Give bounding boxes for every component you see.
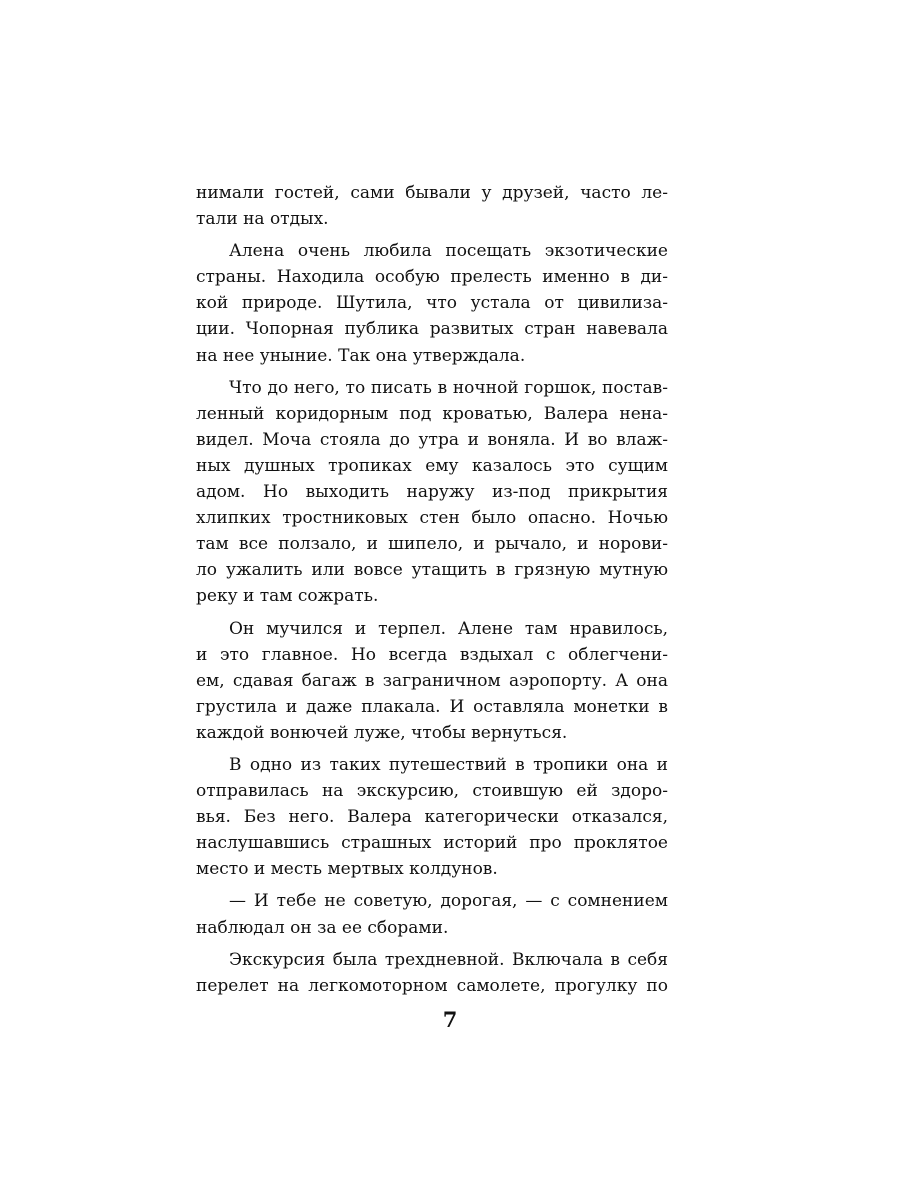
text-line: Что до него, то писать в ночной горшок, постав- xyxy=(229,377,668,398)
text-line: хлипких тростниковых стен было опасно. Ночью xyxy=(196,508,668,529)
paragraph xyxy=(196,616,668,746)
text-line: — И тебе не советую, дорогая, — с сомнением xyxy=(229,891,668,912)
text-line: ции. Чопорная публика развитых стран навевала xyxy=(196,319,668,340)
paragraph xyxy=(196,947,668,999)
paragraph xyxy=(196,180,668,232)
text-line: кой природе. Шутила, что устала от цивилиза- xyxy=(196,293,668,314)
text-line: отправилась на экскурсию, стоившую ей здоро- xyxy=(196,781,668,802)
body-text xyxy=(196,180,668,999)
text-line: тали на отдых. xyxy=(196,209,329,230)
text-line: нимали гостей, сами бывали у друзей, часто ле- xyxy=(196,183,668,203)
text-line: наблюдал он за ее сборами. xyxy=(196,917,449,938)
page-number: 7 xyxy=(442,1007,458,1032)
text-line: и это главное. Но всегда вздыхал с облегчени- xyxy=(196,644,668,665)
text-line: там все ползало, и шипело, и рычало, и норови- xyxy=(196,534,668,555)
text-line: страны. Находила особую прелесть именно в ди- xyxy=(196,267,668,288)
text-line: вья. Без него. Валера категорически отказался, xyxy=(196,807,668,828)
text-line: ленный коридорным под кроватью, Валера нена- xyxy=(196,403,668,424)
text-line: Он мучился и терпел. Алене там нравилось, xyxy=(229,618,668,639)
text-line: В одно из таких путешествий в тропики она и xyxy=(229,754,668,775)
text-line: наслушавшись страшных историй про проклятое xyxy=(196,833,668,854)
text-line: перелет на легкомоторном самолете, прогулку по xyxy=(196,975,668,996)
text-line: реку и там сожрать. xyxy=(196,586,379,607)
paragraph xyxy=(196,752,668,882)
text-line: ных душных тропиках ему казалось это сущим xyxy=(196,455,668,476)
paragraph xyxy=(196,375,668,610)
text-line: грустила и даже плакала. И оставляла монетки в xyxy=(196,696,668,717)
text-line: Экскурсия была трехдневной. Включала в себя xyxy=(229,949,668,970)
text-line: на нее уныние. Так она утверждала. xyxy=(196,345,526,366)
text-line: каждой вонючей луже, чтобы вернуться. xyxy=(196,722,568,743)
text-line: ем, сдавая багаж в заграничном аэропорту. А она xyxy=(196,670,668,691)
text-line: адом. Но выходить наружу из-под прикрытия xyxy=(196,482,668,503)
paragraph xyxy=(196,888,668,940)
paragraph xyxy=(196,238,668,368)
text-line: Алена очень любила посещать экзотические xyxy=(229,241,668,262)
text-line: видел. Моча стояла до утра и воняла. И во влаж- xyxy=(196,429,668,450)
text-line: ло ужалить или вовсе утащить в грязную мутную xyxy=(196,560,668,581)
text-line: место и месть мертвых колдунов. xyxy=(196,859,498,880)
